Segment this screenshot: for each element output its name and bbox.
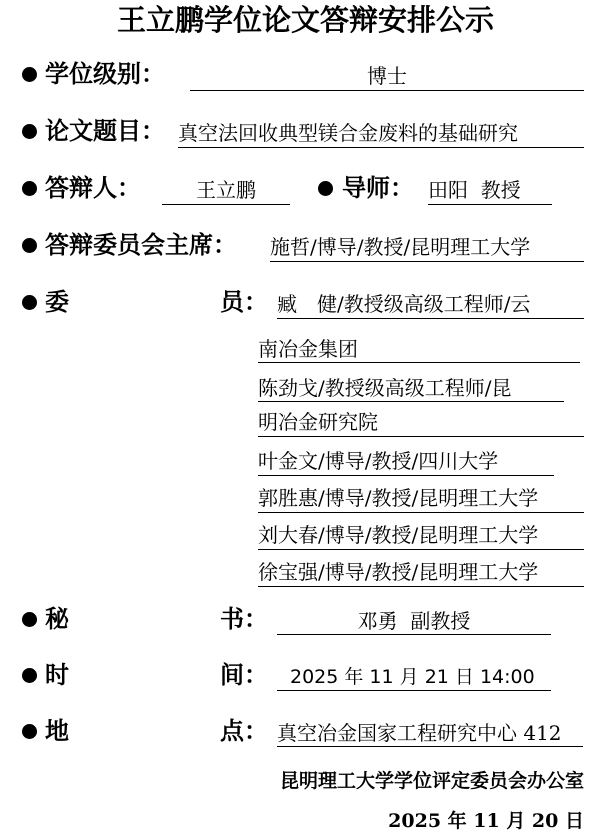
thesis-title: 真空法回收典型镁合金废料的基础研究 [178, 121, 518, 145]
bullet-icon [22, 124, 37, 139]
chair-underline [270, 261, 584, 262]
bullet-icon [318, 181, 333, 196]
member-underline-6 [258, 512, 584, 513]
defender-name: 王立鹏 [196, 178, 256, 202]
bullet-icon [22, 724, 37, 739]
secretary-label-1: 秘 [45, 605, 69, 633]
member-line-5: 叶金文/博导/教授/四川大学 [258, 449, 499, 473]
degree-underline [190, 90, 584, 91]
bullet-icon [22, 181, 37, 196]
chair-label: 答辩委员会主席： [45, 231, 237, 259]
degree-label: 学位级别： [45, 60, 165, 88]
member-line-7: 刘大春/博导/教授/昆明理工大学 [258, 523, 539, 547]
degree-value: 博士 [367, 64, 407, 88]
member-underline-8 [258, 586, 584, 587]
time-label-1: 时 [45, 661, 69, 689]
member-underline-5 [258, 475, 554, 476]
secretary-value: 邓勇 副教授 [357, 609, 471, 633]
member-line-4: 明冶金研究院 [258, 410, 378, 434]
advisor-name: 田阳 教授 [428, 178, 521, 202]
bullet-icon [22, 295, 37, 310]
member-underline-3 [258, 401, 564, 402]
time-underline [277, 690, 551, 691]
chair-value: 施哲/博导/教授/昆明理工大学 [270, 235, 531, 259]
thesis-underline [178, 147, 584, 148]
bullet-icon [22, 67, 37, 82]
page-title: 王立鹏学位论文答辩安排公示 [116, 3, 494, 37]
member-line-8: 徐宝强/博导/教授/昆明理工大学 [258, 560, 539, 584]
member-line-2: 南冶金集团 [258, 337, 358, 361]
place-underline [277, 746, 583, 747]
member-underline-2 [258, 362, 580, 363]
advisor-underline [428, 204, 552, 205]
members-label-1: 委 [45, 288, 69, 316]
bullet-icon [22, 238, 37, 253]
place-label-2: 点： [220, 717, 268, 745]
advisor-label: 导师： [342, 174, 414, 202]
bullet-icon [22, 612, 37, 627]
defender-label: 答辩人： [45, 174, 141, 202]
time-label-2: 间： [220, 661, 268, 689]
member-underline-4 [258, 436, 584, 437]
member-line-1: 臧 健/教授级高级工程师/云 [277, 292, 531, 316]
issuer: 昆明理工大学学位评定委员会办公室 [279, 770, 584, 792]
issue-date: 2025 年 11 月 20 日 [388, 810, 584, 832]
thesis-label: 论文题目： [45, 117, 165, 145]
bullet-icon [22, 668, 37, 683]
place-value: 真空冶金国家工程研究中心 412 [277, 721, 562, 745]
member-line-3: 陈劲戈/教授级高级工程师/昆 [258, 376, 512, 400]
defender-underline [162, 204, 290, 205]
place-label-1: 地 [45, 717, 69, 745]
secretary-underline [277, 634, 551, 635]
member-underline-7 [258, 549, 584, 550]
member-underline-1 [277, 318, 584, 319]
member-line-6: 郭胜惠/博导/教授/昆明理工大学 [258, 486, 539, 510]
members-label-2: 员： [220, 288, 268, 316]
secretary-label-2: 书： [220, 605, 268, 633]
time-value: 2025 年 11 月 21 日 14:00 [290, 666, 535, 688]
